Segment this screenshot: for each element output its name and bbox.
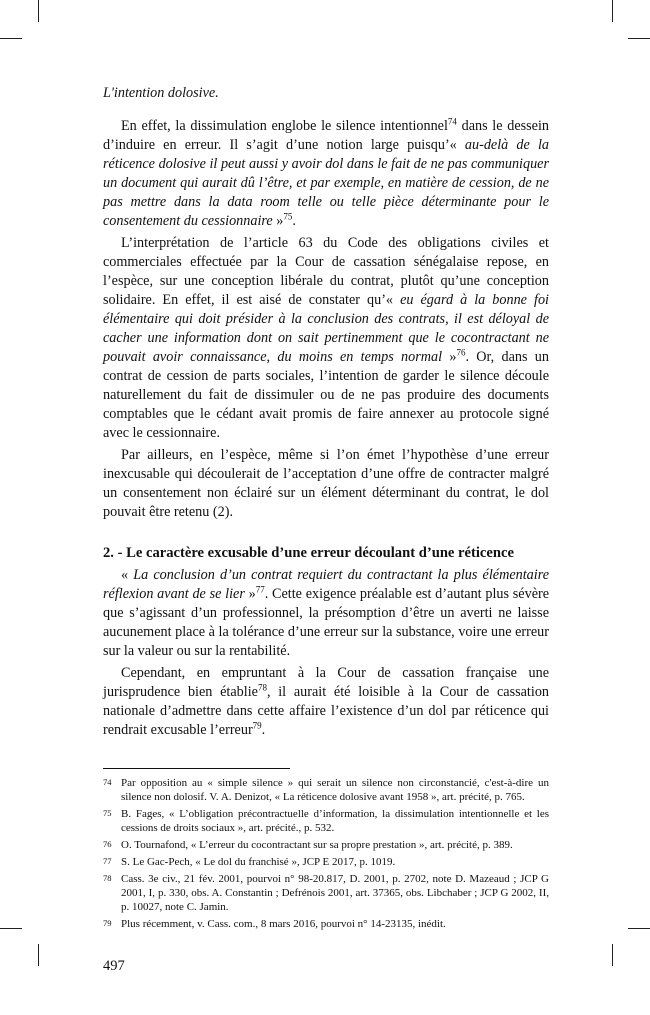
paragraph (103, 117, 549, 231)
text-run: . (261, 722, 266, 738)
quotation: au-delà de la réticence dolosive il peut aussi y avoir dol dans le fait de ne pas communiquer un document qui aurait dû l’être, et par exemple, en matière de cession, de ne pas mettre dans la data room telle ou telle pièce déterminante pour le consentement du cessionnaire (103, 137, 549, 229)
footnote (103, 776, 549, 804)
section-1-paragraphs (103, 117, 549, 522)
footnote-text: B. Fages, « L’obligation précontractuelle d’information, la dissimulation intentionnelle et les cessions de droits sociaux », art. précité., p. 532. (121, 808, 549, 834)
footnote-number: 76 (103, 839, 112, 849)
crop-mark (628, 928, 650, 929)
footnote (103, 917, 549, 931)
footnote (103, 855, 549, 869)
footnote (103, 838, 549, 852)
text-run: . (292, 213, 296, 229)
text-run: . Cette exigence préalable est d’autant plus sévère que s’agissant d’un professionnel, la présomption d’être un averti ne laisse aucunement place à la tolérance d’une erreur sur la substance, voire une erreur sur la valeur ou sur la rentabilité. (103, 586, 550, 659)
page-number: 497 (103, 958, 125, 974)
footnote-text: S. Le Gac-Pech, « Le dol du franchisé », JCP E 2017, p. 1019. (121, 856, 396, 868)
footnote-number: 74 (103, 777, 112, 787)
footnote-number: 75 (103, 808, 112, 818)
crop-mark (0, 928, 22, 929)
text-run: Cependant, en empruntant à la Cour de cassation française une jurisprudence bien établie (103, 665, 549, 700)
footnote-ref: 78 (257, 682, 267, 693)
text-run: » (272, 213, 284, 229)
paragraph (103, 446, 549, 522)
crop-mark (0, 38, 22, 39)
footnote-ref: 75 (283, 211, 293, 222)
crop-mark (38, 0, 39, 22)
footnote-number: 78 (103, 873, 112, 883)
crop-mark (38, 944, 39, 966)
footnote-separator (103, 768, 290, 769)
crop-mark (628, 38, 650, 39)
text-run: » (442, 349, 457, 365)
text-run: » (244, 586, 256, 602)
footnote-ref: 76 (456, 347, 466, 358)
crop-mark (612, 0, 613, 22)
quotation: eu égard à la bonne foi élémentaire qui doit présider à la conclusion des contrats, il est déloyal de cacher une information dont on sait pertinemment que le cocontractant ne pouvait avoir connaissance, du moins en temps normal (103, 292, 549, 365)
footnote-text: Plus récemment, v. Cass. com., 8 mars 2016, pourvoi n° 14-23135, inédit. (121, 918, 446, 930)
footnote (103, 872, 549, 914)
quotation: La conclusion d’un contrat requiert du contractant la plus élémentaire réflexion avant de se lier (103, 567, 549, 602)
paragraph (103, 664, 549, 740)
footnote-number: 79 (103, 918, 112, 928)
text-run: « (121, 567, 134, 583)
footnote-ref: 79 (252, 720, 262, 731)
footnote-text: Par opposition au « simple silence » qui serait un silence non circonstancié, c'est-à-dire un silence non dolosif. V. A. Denizot, « La réticence dolosive avant 1958 », art. précité, p. 765. (121, 777, 549, 803)
footnote-text: Cass. 3e civ., 21 fév. 2001, pourvoi n° 98-20.817, D. 2001, p. 2702, note D. Mazeaud ; JCP G 2001, I, p. 330, obs. A. Constantin ; Defrénois 2001, art. 37365, obs. Libchaber ; JCP G 2002, II, p. 10027, note C. Jamin. (121, 873, 549, 913)
running-title: L'intention dolosive. (103, 85, 219, 101)
paragraph (103, 566, 549, 661)
footnote (103, 807, 549, 835)
text-run: L’interprétation de l’article 63 du Code des obligations civiles et commerciales effectuée par la Cour de cassation sénégalaise repose, en l’espèce, sur une conception libérale du contrat, plutôt qu’une conception solidaire. En effet, il est aisé de constater qu’« (103, 235, 549, 308)
footnote-number: 77 (103, 856, 112, 866)
text-run: , il aurait été loisible à la Cour de cassation nationale d’admettre dans cette affaire l’existence d’un dol par réticence qui rendrait excusable l’erreur (103, 684, 550, 738)
text-run: En effet, la dissimulation englobe le silence intentionnel (121, 118, 448, 134)
crop-mark (612, 944, 613, 966)
text-run: . Or, dans un contrat de cession de parts sociales, l’intention de garder le silence découle naturellement du fait de dissimuler ou de ne pas produire des documents comptables que le cédant avait promis de faire annexer au protocole signé avec le cessionnaire. (103, 349, 549, 441)
section-2-paragraphs (103, 566, 549, 740)
footnote-ref: 77 (255, 584, 265, 595)
footnote-text: O. Tournafond, « L’erreur du cocontractant sur sa propre prestation », art. précité, p. 389. (121, 839, 513, 851)
footnote-ref: 74 (447, 116, 457, 127)
footnotes (103, 776, 549, 931)
text-run: Par ailleurs, en l’espèce, même si l’on émet l’hypothèse d’une erreur inexcusable qui découlerait de l’acceptation d’une offre de contracter malgré un consentement non éclairé sur un élément déterminant du contrat, le dol pouvait être retenu (2). (103, 447, 549, 520)
paragraph (103, 234, 549, 443)
text-run: dans le dessein d’induire en erreur. Il s’agit d’une notion large puisqu’« (103, 118, 549, 153)
section-heading: 2. - Le caractère excusable d’une erreur découlant d’une réticence (103, 545, 514, 561)
